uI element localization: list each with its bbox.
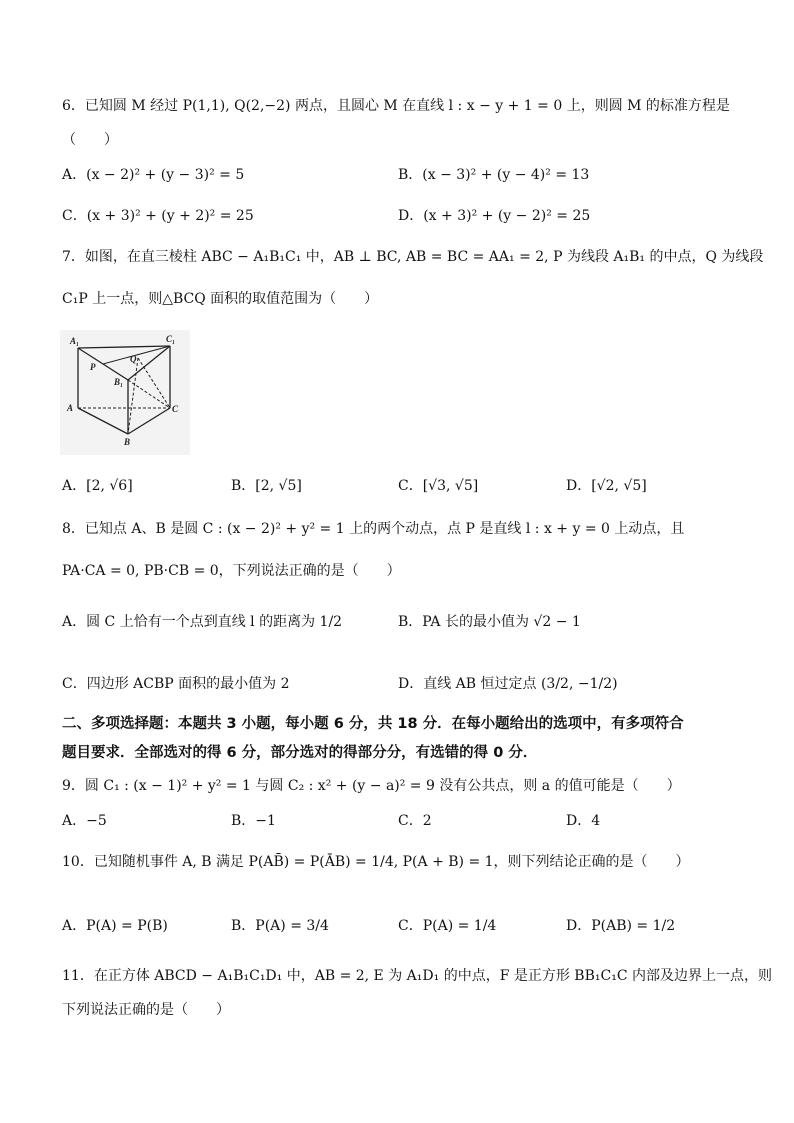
fig-label-b1: B₁ bbox=[114, 377, 124, 387]
fig-label-b: B bbox=[124, 437, 131, 447]
q7-option-c: C．[√3, √5] bbox=[398, 478, 479, 494]
q7-option-d: D．[√2, √5] bbox=[566, 478, 647, 494]
fig-label-c: C bbox=[172, 404, 179, 414]
prism-figure bbox=[60, 330, 190, 455]
q9-option-a: A．−5 bbox=[62, 813, 107, 829]
q9-option-c: C．2 bbox=[398, 813, 432, 829]
q8-stem-line1: 8．已知点 A、B 是圆 C : (x − 2)² + y² = 1 上的两个动点，点 P 是直线 l : x + y = 0 上动点，且 bbox=[62, 521, 685, 537]
q8-option-d: D．直线 AB 恒过定点 (3/2, −1/2) bbox=[398, 676, 618, 692]
q10-option-d: D．P(AB) = 1/2 bbox=[566, 918, 676, 934]
q10-stem: 10．已知随机事件 A, B 满足 P(AB̄) = P(ĀB) = 1/4, P(A + B) = 1，则下列结论正确的是（ ） bbox=[62, 854, 690, 870]
fig-label-p: P bbox=[90, 362, 96, 372]
section2-header-line1: 二、多项选择题：本题共 3 小题，每小题 6 分，共 18 分．在每小题给出的选项中，有多项符合 bbox=[62, 716, 684, 732]
q8-option-c: C．四边形 ACBP 面积的最小值为 2 bbox=[62, 676, 290, 692]
q7-stem-line2: C₁P 上一点，则△BCQ 面积的取值范围为（ ） bbox=[62, 291, 379, 307]
fig-label-c1: C₁ bbox=[166, 334, 176, 344]
q11-stem-line1: 11．在正方体 ABCD − A₁B₁C₁D₁ 中，AB = 2, E 为 A₁D₁ 的中点，F 是正方形 BB₁C₁C 内部及边界上一点，则 bbox=[62, 968, 772, 984]
q10-option-c: C．P(A) = 1/4 bbox=[398, 918, 497, 934]
q6-option-b: B．(x − 3)² + (y − 4)² = 13 bbox=[398, 167, 590, 183]
q6-option-a: A．(x − 2)² + (y − 3)² = 5 bbox=[62, 167, 245, 183]
q6-option-d: D．(x + 3)² + (y − 2)² = 25 bbox=[398, 208, 591, 224]
fig-label-q: Q bbox=[130, 354, 137, 364]
q6-stem-line1: 6．已知圆 M 经过 P(1,1), Q(2,−2) 两点，且圆心 M 在直线 l : x − y + 1 = 0 上，则圆 M 的标准方程是 bbox=[62, 98, 730, 114]
fig-label-a: A bbox=[67, 403, 74, 413]
q7-option-a: A．[2, √6] bbox=[62, 478, 133, 494]
fig-label-a1: A₁ bbox=[70, 336, 80, 346]
q8-option-a: A．圆 C 上恰有一个点到直线 l 的距离为 1/2 bbox=[62, 614, 343, 630]
q6-stem-line2: （ ） bbox=[62, 132, 118, 148]
q9-stem: 9．圆 C₁ : (x − 1)² + y² = 1 与圆 C₂ : x² + (y − a)² = 9 没有公共点，则 a 的值可能是（ ） bbox=[62, 778, 681, 794]
q7-stem-line1: 7．如图，在直三棱柱 ABC − A₁B₁C₁ 中，AB ⊥ BC, AB = BC = AA₁ = 2, P 为线段 A₁B₁ 的中点，Q 为线段 bbox=[62, 249, 764, 265]
q10-option-a: A．P(A) = P(B) bbox=[62, 918, 168, 934]
q10-option-b: B．P(A) = 3/4 bbox=[231, 918, 329, 934]
q9-option-b: B．−1 bbox=[231, 813, 276, 829]
section2-header-line2: 题目要求．全部选对的得 6 分，部分选对的得部分分，有选错的得 0 分． bbox=[62, 745, 538, 761]
prism-diagram bbox=[60, 330, 190, 455]
q8-stem-line2: PA·CA = 0, PB·CB = 0，下列说法正确的是（ ） bbox=[62, 563, 401, 579]
q6-option-c: C．(x + 3)² + (y + 2)² = 25 bbox=[62, 208, 254, 224]
q11-stem-line2: 下列说法正确的是（ ） bbox=[62, 1002, 230, 1018]
q9-option-d: D．4 bbox=[566, 813, 601, 829]
q8-option-b: B．PA 长的最小值为 √2 − 1 bbox=[398, 614, 581, 630]
q7-option-b: B．[2, √5] bbox=[231, 478, 302, 494]
